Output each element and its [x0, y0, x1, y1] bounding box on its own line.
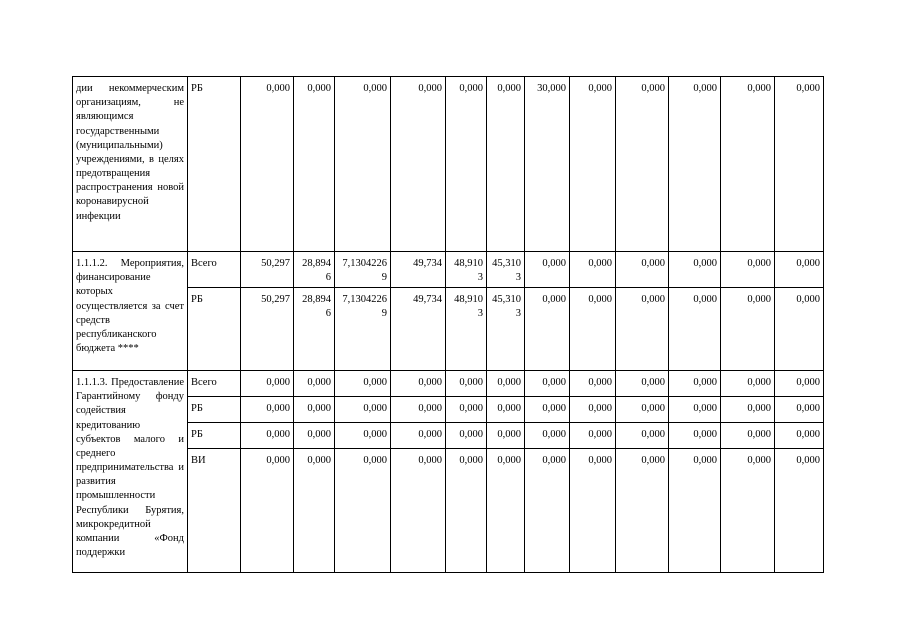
value-cell: 0,000: [241, 371, 294, 397]
value-cell: 0,000: [775, 397, 824, 423]
funding-source: РБ: [188, 77, 241, 252]
value-cell: 0,000: [721, 252, 775, 288]
funding-source: Всего: [188, 252, 241, 288]
value-cell: 0,000: [294, 423, 335, 449]
value-cell: 0,000: [570, 252, 616, 288]
value-cell: 0,000: [616, 449, 669, 573]
funding-source: РБ: [188, 288, 241, 371]
value-cell: 0,000: [294, 397, 335, 423]
value-cell: 0,000: [775, 449, 824, 573]
value-cell: 0,000: [446, 423, 487, 449]
value-cell: 0,000: [335, 371, 391, 397]
value-cell: 0,000: [616, 423, 669, 449]
value-cell: 0,000: [391, 371, 446, 397]
value-cell: 28,8946: [294, 288, 335, 371]
row-description: 1.1.1.2. Мероприятия, финансирование которых осуществляется за счет средств республиканского бюджета ****: [73, 252, 188, 371]
row-description: 1.1.1.3. Предоставление Гарантийному фонду содействия кредитованию субъектов малого и среднего предпринимательства и развития промышленности Республики Бурятия, микрокредитной компании «Фонд поддержки: [73, 371, 188, 573]
table-row: [73, 371, 824, 397]
value-cell: 0,000: [525, 397, 570, 423]
value-cell: 0,000: [570, 371, 616, 397]
funding-source: Всего: [188, 371, 241, 397]
value-cell: 7,13042269: [335, 252, 391, 288]
value-cell: 0,000: [335, 449, 391, 573]
value-cell: 50,297: [241, 288, 294, 371]
value-cell: 50,297: [241, 252, 294, 288]
value-cell: 48,9103: [446, 252, 487, 288]
value-cell: 0,000: [669, 77, 721, 252]
value-cell: 0,000: [391, 449, 446, 573]
value-cell: 0,000: [391, 397, 446, 423]
value-cell: 0,000: [525, 449, 570, 573]
value-cell: 45,3103: [487, 288, 525, 371]
value-cell: 0,000: [570, 288, 616, 371]
value-cell: 0,000: [446, 449, 487, 573]
value-cell: 0,000: [616, 288, 669, 371]
value-cell: 0,000: [570, 77, 616, 252]
value-cell: 30,000: [525, 77, 570, 252]
value-cell: 0,000: [525, 371, 570, 397]
value-cell: 0,000: [721, 449, 775, 573]
value-cell: 49,734: [391, 252, 446, 288]
value-cell: 0,000: [241, 423, 294, 449]
value-cell: 0,000: [446, 397, 487, 423]
value-cell: 0,000: [391, 423, 446, 449]
value-cell: 0,000: [616, 371, 669, 397]
value-cell: 0,000: [487, 397, 525, 423]
value-cell: 0,000: [721, 397, 775, 423]
value-cell: 0,000: [335, 397, 391, 423]
value-cell: 0,000: [616, 397, 669, 423]
value-cell: 0,000: [616, 77, 669, 252]
value-cell: 0,000: [241, 449, 294, 573]
value-cell: 0,000: [570, 423, 616, 449]
value-cell: 45,3103: [487, 252, 525, 288]
value-cell: 0,000: [669, 288, 721, 371]
value-cell: 0,000: [335, 423, 391, 449]
value-cell: 0,000: [525, 423, 570, 449]
value-cell: 0,000: [241, 397, 294, 423]
value-cell: 0,000: [721, 371, 775, 397]
value-cell: 0,000: [669, 252, 721, 288]
row-description: дии некоммерческим организациям, не являющимся государственными (муниципальными) учреждениями, в целях предотвращения распространения новой коронавирусной инфекции: [73, 77, 188, 252]
value-cell: 0,000: [616, 252, 669, 288]
value-cell: 0,000: [570, 397, 616, 423]
value-cell: 0,000: [335, 77, 391, 252]
funding-source: РБ: [188, 423, 241, 449]
value-cell: 0,000: [669, 423, 721, 449]
value-cell: 0,000: [775, 371, 824, 397]
value-cell: 0,000: [669, 449, 721, 573]
value-cell: 0,000: [294, 77, 335, 252]
value-cell: 0,000: [721, 423, 775, 449]
table-row: [73, 252, 824, 288]
value-cell: 0,000: [669, 371, 721, 397]
value-cell: 7,13042269: [335, 288, 391, 371]
value-cell: 28,8946: [294, 252, 335, 288]
value-cell: 0,000: [391, 77, 446, 252]
value-cell: 0,000: [525, 252, 570, 288]
budget-table: [72, 76, 824, 573]
value-cell: 0,000: [775, 77, 824, 252]
value-cell: 0,000: [446, 371, 487, 397]
value-cell: 0,000: [487, 423, 525, 449]
value-cell: 0,000: [721, 77, 775, 252]
funding-source: РБ: [188, 397, 241, 423]
value-cell: 0,000: [487, 449, 525, 573]
value-cell: 0,000: [487, 77, 525, 252]
value-cell: 0,000: [669, 397, 721, 423]
value-cell: 0,000: [525, 288, 570, 371]
value-cell: 0,000: [775, 288, 824, 371]
table-body: [73, 77, 824, 573]
value-cell: 48,9103: [446, 288, 487, 371]
funding-source: ВИ: [188, 449, 241, 573]
value-cell: 0,000: [775, 423, 824, 449]
table-row: [73, 77, 824, 252]
value-cell: 0,000: [775, 252, 824, 288]
value-cell: 49,734: [391, 288, 446, 371]
value-cell: 0,000: [294, 449, 335, 573]
value-cell: 0,000: [294, 371, 335, 397]
value-cell: 0,000: [570, 449, 616, 573]
value-cell: 0,000: [446, 77, 487, 252]
value-cell: 0,000: [241, 77, 294, 252]
value-cell: 0,000: [487, 371, 525, 397]
value-cell: 0,000: [721, 288, 775, 371]
